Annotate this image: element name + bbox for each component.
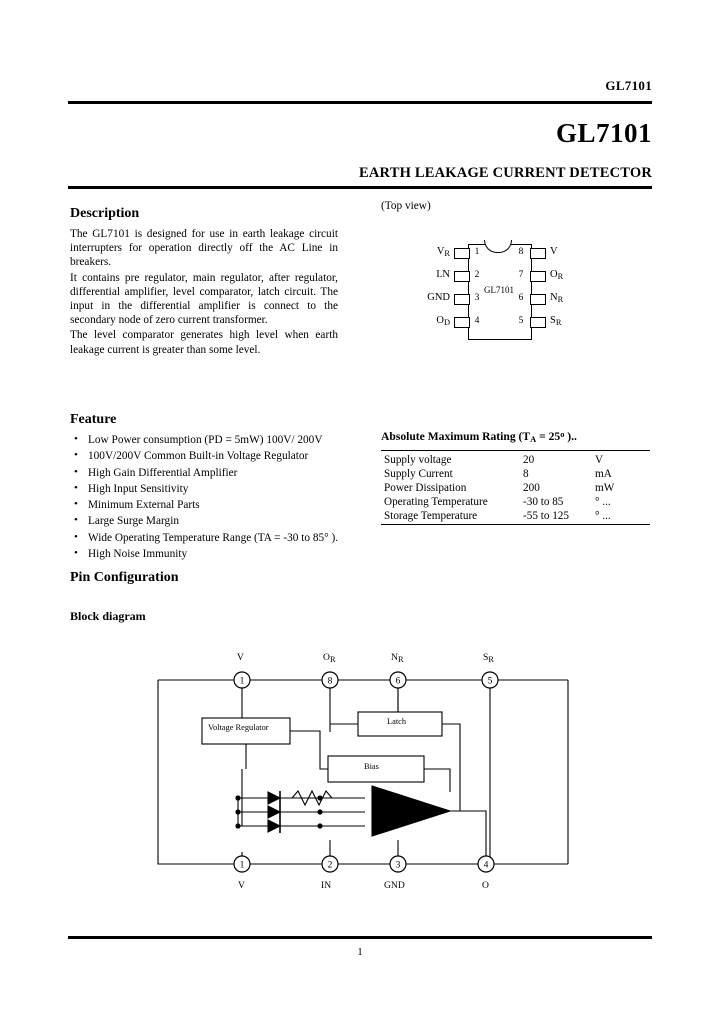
- title-rule: [68, 186, 652, 189]
- footer-rule: [68, 936, 652, 939]
- pin-lead: [530, 248, 546, 259]
- pin-label: V: [550, 246, 558, 257]
- pin-label: $V_R$: [436, 246, 450, 258]
- list-item: • High Noise Immunity: [72, 546, 352, 562]
- block-label-voltage-regulator: Voltage Regulator: [208, 723, 269, 732]
- table-cell-param: Supply voltage: [381, 451, 520, 468]
- table-cell-value: 200: [523, 482, 540, 494]
- block-diagram: [150, 640, 580, 910]
- pin-lead: [454, 294, 470, 305]
- pin-lead: [454, 248, 470, 259]
- table-cell-value: 8: [523, 468, 529, 480]
- header-rule: [68, 101, 652, 104]
- pin-lead: [530, 271, 546, 282]
- table-cell-param: Operating Temperature: [384, 496, 488, 508]
- device-name-marking: GL7101: [484, 285, 514, 295]
- pin-label: $N_R$: [550, 292, 564, 304]
- pin-number: 1: [239, 860, 245, 871]
- description-heading: Description: [70, 206, 140, 221]
- table-cell-value: 20: [520, 451, 592, 468]
- pin-label: $O_D$: [436, 315, 450, 327]
- pin-number: 4: [483, 860, 489, 871]
- block-diagram-graphic: [150, 640, 580, 910]
- pin-number: 6: [395, 676, 401, 687]
- pin-label: V: [238, 880, 245, 891]
- list-item: • Large Surge Margin: [72, 513, 352, 529]
- block-diagram-heading: Block diagram: [70, 609, 146, 623]
- page-number: 1: [357, 946, 363, 958]
- pin-number: 1: [239, 676, 245, 687]
- pin-lead: [530, 317, 546, 328]
- table-cell-param: Supply Current: [384, 468, 453, 480]
- table-cell-unit: V: [592, 451, 650, 468]
- table-row: [381, 509, 650, 525]
- list-item: • High Input Sensitivity: [72, 481, 352, 497]
- pin-label: GND: [427, 292, 450, 303]
- pin-number: 5: [518, 316, 524, 326]
- pin-number: 3: [395, 860, 401, 871]
- pin-lead: [454, 271, 470, 282]
- pin-number: 2: [327, 860, 333, 871]
- pin-number: 8: [518, 247, 524, 257]
- pin-number: 3: [474, 293, 480, 303]
- table-row: [381, 495, 650, 509]
- pin-label: GND: [384, 880, 405, 891]
- page-subtitle: EARTH LEAKAGE CURRENT DETECTOR: [359, 165, 652, 181]
- pin-lead: [530, 294, 546, 305]
- feature-heading: Feature: [70, 412, 117, 427]
- pin-number: 1: [474, 247, 480, 257]
- pin-lead: [454, 317, 470, 328]
- table-cell-unit: ° ...: [592, 509, 650, 525]
- table-cell-param: Storage Temperature: [381, 509, 520, 525]
- table-row: [381, 481, 650, 495]
- pin-label: $S_R$: [550, 315, 562, 327]
- list-item: • Wide Operating Temperature Range (TA = -30 to 85° ).: [72, 530, 352, 546]
- pin-label: IN: [321, 880, 332, 891]
- pin-label: O: [482, 880, 489, 891]
- description-paragraph: It contains pre regulator, main regulator, after regulator, differential amplifier, level comparator, latch circuit. The input in the differential amplifier is connect to the secondary node of zero current transformer.: [70, 271, 338, 327]
- list-item: • High Gain Differential Amplifier: [72, 465, 352, 481]
- list-item: • 100V/200V Common Built-in Voltage Regulator: [72, 448, 352, 464]
- package-diagram: [382, 215, 650, 380]
- table-cell-unit: ° ...: [595, 496, 611, 508]
- absolute-max-table: [381, 450, 650, 525]
- pin-number: 7: [518, 270, 524, 280]
- description-paragraph: The GL7101 is designed for use in earth leakage circuit interrupters for operation directly off the AC Line in breakers.: [70, 228, 338, 269]
- header-part-number: GL7101: [605, 78, 652, 93]
- table-row: [381, 467, 650, 481]
- pin-label: SR: [483, 652, 494, 664]
- pin-number: 8: [327, 676, 333, 687]
- block-label-bias: Bias: [364, 762, 379, 771]
- top-view-label: (Top view): [381, 200, 431, 212]
- pin-number: 5: [487, 676, 493, 687]
- list-item: • Low Power consumption (PD = 5mW) 100V/ 200V: [72, 432, 352, 448]
- description-paragraph: The level comparator generates high level when earth leakage current is greater than some level.: [70, 329, 338, 356]
- description-body: [70, 227, 338, 358]
- page-title: GL7101: [555, 118, 652, 148]
- block-label-amp: Amp: [378, 795, 395, 804]
- feature-list: [72, 432, 352, 562]
- pin-label: NR: [391, 652, 404, 664]
- pin-label: OR: [323, 652, 336, 664]
- table-cell-value: -30 to 85: [523, 496, 564, 508]
- pin-number: 6: [518, 293, 524, 303]
- pin-label: $O_R$: [550, 269, 564, 281]
- table-row: [381, 451, 650, 468]
- table-cell-param: Power Dissipation: [384, 482, 467, 494]
- pin-number: 2: [474, 270, 480, 280]
- table-cell-unit: mW: [595, 482, 615, 494]
- pin-number: 4: [474, 316, 480, 326]
- pin-configuration-heading: Pin Configuration: [70, 570, 179, 585]
- table-cell-value: -55 to 125: [520, 509, 592, 525]
- pin-label: I.N: [436, 269, 450, 280]
- table-cell-unit: mA: [595, 468, 612, 480]
- list-item: • Minimum External Parts: [72, 497, 352, 513]
- block-label-latch: Latch: [387, 717, 407, 726]
- absolute-max-heading: Absolute Maximum Rating ($T_A = 25^o$ )..: [381, 430, 577, 444]
- pin-label: V: [237, 652, 244, 663]
